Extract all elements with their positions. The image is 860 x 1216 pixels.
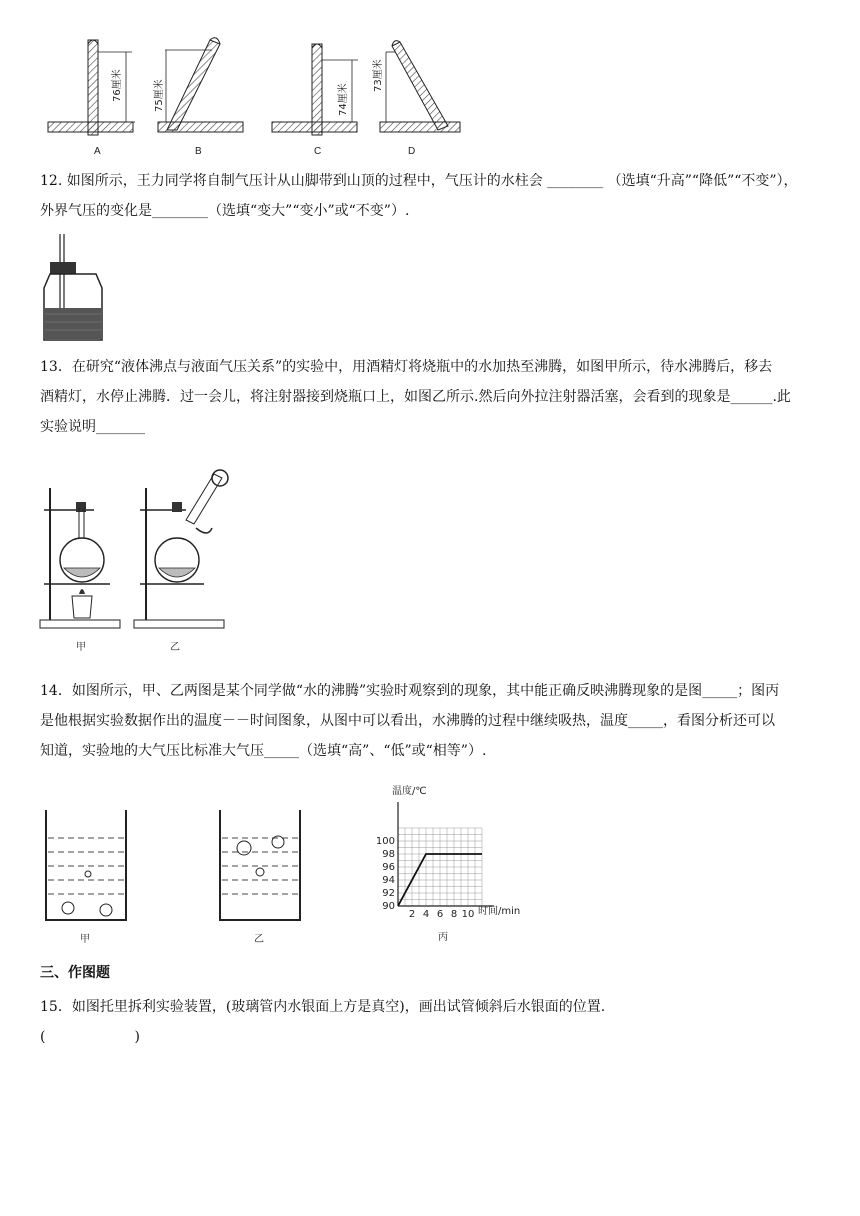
tube-a xyxy=(48,40,135,157)
temperature-time-chart xyxy=(368,780,538,950)
beaker-yi xyxy=(220,810,300,945)
y-tick-label: 94 xyxy=(382,875,395,886)
q13-line1: 13．在研究“液体沸点与液面气压关系”的实验中，用酒精灯将烧瓶中的水加热至沸腾，如图甲所示，待水沸腾后，移去 xyxy=(40,359,773,375)
q15-answer: ( ) xyxy=(40,1029,140,1045)
beakers-figure xyxy=(40,800,360,950)
label-chart-bing: 丙 xyxy=(438,932,448,943)
section-3-title: 三、作图题 xyxy=(40,965,110,981)
x-tick-label: 10 xyxy=(461,909,475,920)
question-12 xyxy=(40,166,830,226)
torricelli-figure xyxy=(40,30,470,160)
y-tick-label: 96 xyxy=(382,862,395,873)
label-beaker-jia: 甲 xyxy=(80,934,90,945)
y-tick-label: 98 xyxy=(382,849,395,860)
x-tick-label: 6 xyxy=(436,909,444,920)
chart-ticks xyxy=(376,836,474,920)
measure-d: 73厘米 xyxy=(373,59,384,92)
measure-b: 75厘米 xyxy=(154,79,165,112)
boiling-flask-figure xyxy=(36,468,246,658)
q12-line1: 12. 如图所示，王力同学将自制气压计从山脚带到山顶的过程中，气压计的水柱会 ________ （选填“升高”“降低”“不变”）， xyxy=(40,173,798,189)
x-tick-label: 8 xyxy=(450,909,458,920)
q13-line3: 实验说明_______ xyxy=(40,419,145,435)
measure-c: 74厘米 xyxy=(338,83,349,116)
label-beaker-yi: 乙 xyxy=(254,934,264,945)
chart-xlabel: 时间/min xyxy=(478,906,521,917)
q14-line3: 知道，实验地的大气压比标准大气压_____（选填“高”、“低”或“相等”）. xyxy=(40,743,487,759)
label-b: B xyxy=(195,146,202,157)
question-14 xyxy=(40,676,830,766)
q14-line1: 14．如图所示，甲、乙两图是某个同学做“水的沸腾”实验时观察到的现象，其中能正确反映沸腾现象的是图_____；图丙 xyxy=(40,683,780,699)
y-tick-label: 90 xyxy=(382,901,395,912)
flask-jia xyxy=(40,488,120,653)
chart-grid xyxy=(398,828,482,906)
tube-b xyxy=(152,38,243,157)
question-13 xyxy=(40,352,830,442)
chart-ylabel: 温度/℃ xyxy=(392,786,427,797)
x-tick-label: 4 xyxy=(422,909,430,920)
y-tick-label: 92 xyxy=(382,888,395,899)
beaker-jia xyxy=(46,810,126,945)
label-d: D xyxy=(408,146,416,157)
question-15 xyxy=(40,992,830,1052)
q14-line2: 是他根据实验数据作出的温度－－时间图象，从图中可以看出，水沸腾的过程中继续吸热，温度_____，看图分析还可以 xyxy=(40,713,775,729)
label-a: A xyxy=(94,146,101,157)
q15-line1: 15．如图托里拆利实验装置，(玻璃管内水银面上方是真空)，画出试管倾斜后水银面的位置. xyxy=(40,999,606,1015)
tube-d xyxy=(371,41,460,157)
tube-c xyxy=(272,44,358,157)
barometer-bottle-figure xyxy=(40,232,110,344)
q12-line2: 外界气压的变化是________（选填“变大”“变小”或“不变”）. xyxy=(40,203,410,219)
label-yi: 乙 xyxy=(170,642,180,653)
label-jia: 甲 xyxy=(76,642,86,653)
flask-yi xyxy=(134,470,228,653)
label-c: C xyxy=(314,146,322,157)
y-tick-label: 100 xyxy=(375,836,395,847)
measure-a: 76厘米 xyxy=(112,69,123,102)
x-tick-label: 2 xyxy=(408,909,416,920)
q13-line2: 酒精灯，水停止沸腾．过一会儿，将注射器接到烧瓶口上，如图乙所示.然后向外拉注射器活塞，会看到的现象是______.此 xyxy=(40,389,791,405)
